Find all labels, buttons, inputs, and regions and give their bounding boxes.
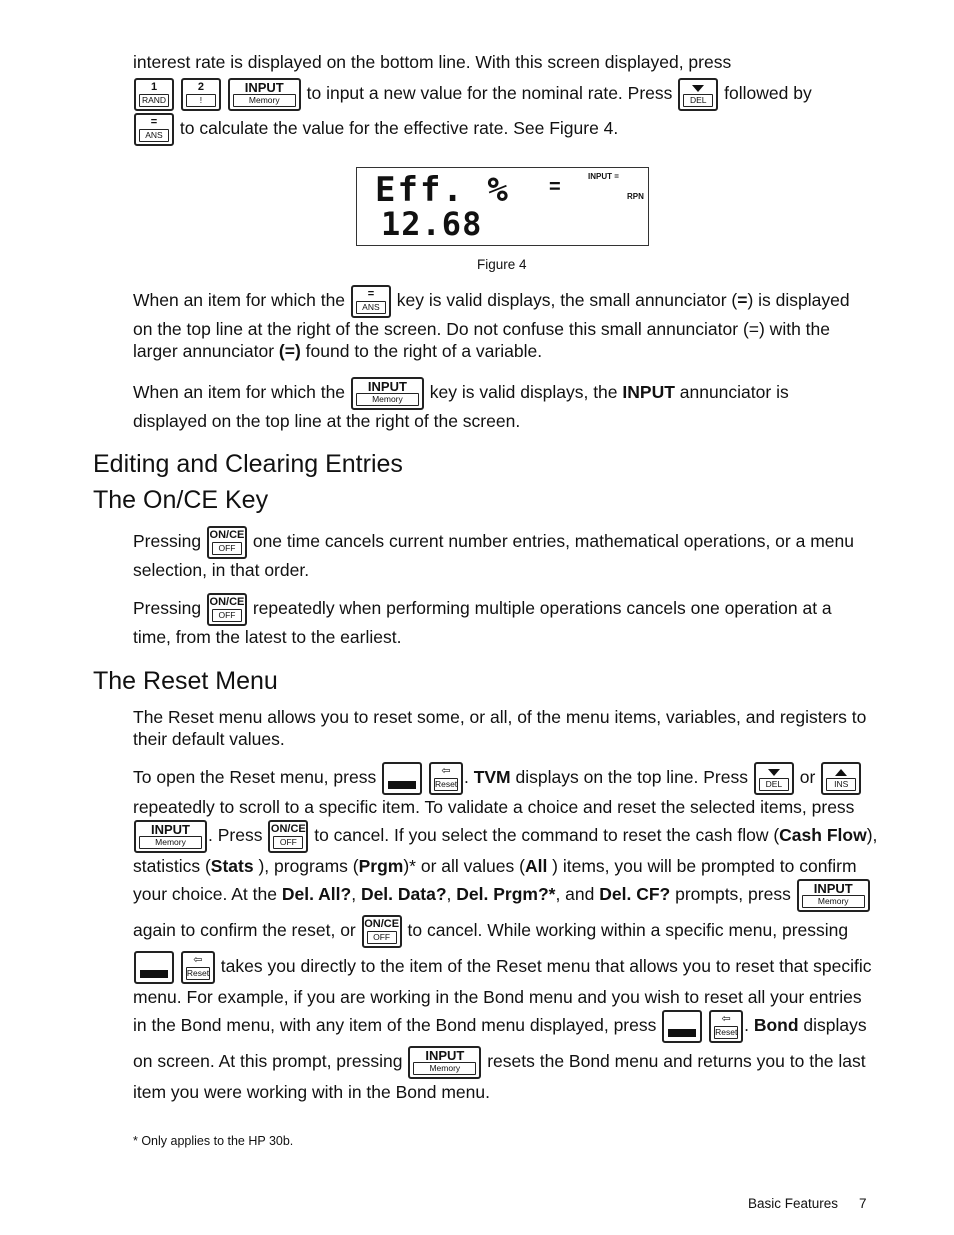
para-reset1-line-2: their default values. xyxy=(133,729,285,749)
page-number: 7 xyxy=(859,1196,867,1211)
lcd-equals-annunciator: = xyxy=(549,176,561,198)
lcd-input-annunciator: INPUT = xyxy=(588,172,619,181)
para-equals-line-3: larger annunciator (=) found to the right of a variable. xyxy=(133,341,543,361)
key-2-factorial: 2 ! xyxy=(181,78,221,111)
para-on1-line-2: selection, in that order. xyxy=(133,560,310,580)
para-reset2-line-6: again to confirm the reset, or ON/CE OFF to cancel. While working within a specific menu, pressing xyxy=(133,914,848,948)
key-on-ce-off: ON/CE OFF xyxy=(362,915,402,948)
para-reset2-line-1: To open the Reset menu, press ⇦ Reset . TVM displays on the top line. Press DEL or INS xyxy=(133,761,862,795)
para-reset2-line-4: statistics (Stats ), programs (Prgm)* or all values (All ) items, you will be prompted to confirm xyxy=(133,856,857,876)
key-up-ins: INS xyxy=(821,762,861,795)
key-backspace-reset: ⇦ Reset xyxy=(429,762,463,795)
lcd-top-line: Eff. % xyxy=(375,170,510,210)
key-input-memory: INPUT Memory xyxy=(351,377,424,410)
key-on-ce-off: ON/CE OFF xyxy=(268,820,308,853)
heading-reset-menu: The Reset Menu xyxy=(93,667,278,695)
key-on-ce-off: ON/CE OFF xyxy=(207,593,247,626)
lcd-bottom-line: 12.68 xyxy=(381,205,483,243)
key-1-rand: 1 RAND xyxy=(134,78,174,111)
intro-line-3: = ANS to calculate the value for the effective rate. See Figure 4. xyxy=(133,112,618,146)
key-equals-ans: = ANS xyxy=(351,285,391,318)
key-shift xyxy=(134,951,174,984)
calculator-lcd-display xyxy=(356,167,649,246)
key-input-memory: INPUT Memory xyxy=(134,820,207,853)
key-down-del: DEL xyxy=(754,762,794,795)
key-on-ce-off: ON/CE OFF xyxy=(207,526,247,559)
para-equals-line-1: When an item for which the = ANS key is valid displays, the small annunciator (=) is displayed xyxy=(133,284,850,318)
para-input-line-2: displayed on the top line at the right of the screen. xyxy=(133,411,521,431)
footnote: * Only applies to the HP 30b. xyxy=(133,1134,294,1148)
para-reset2-line-7: ⇦ Reset takes you directly to the item of the Reset menu that allows you to reset that specific xyxy=(133,950,872,984)
para-input-line-1: When an item for which the INPUT Memory key is valid displays, the INPUT annunciator is xyxy=(133,376,789,410)
heading-on-ce-key: The On/CE Key xyxy=(93,486,269,514)
para-reset2-line-8: menu. For example, if you are working in the Bond menu and you wish to reset all your entries xyxy=(133,987,862,1007)
intro-line-2: 1 RAND 2 ! INPUT Memory to input a new value for the nominal rate. Press DEL followed by xyxy=(133,77,812,111)
para-reset2-line-3: INPUT Memory . Press ON/CE OFF to cancel. If you select the command to reset the cash flow (Cash Flow), xyxy=(133,819,877,853)
key-equals-ans: = ANS xyxy=(134,113,174,146)
para-equals-line-2: on the top line at the right of the screen. Do not confuse this small annunciator (=) with the xyxy=(133,319,830,339)
key-backspace-reset: ⇦ Reset xyxy=(709,1010,743,1043)
para-on2-line-2: time, from the latest to the earliest. xyxy=(133,627,402,647)
key-input-memory: INPUT Memory xyxy=(797,879,870,912)
para-reset2-line-10: on screen. At this prompt, pressing INPUT Memory resets the Bond menu and returns you to the last xyxy=(133,1045,866,1079)
intro-line-1: interest rate is displayed on the bottom line. With this screen displayed, press xyxy=(133,52,732,72)
para-reset2-line-9: in the Bond menu, with any item of the Bond menu displayed, press ⇦ Reset . Bond displays xyxy=(133,1009,867,1043)
key-shift xyxy=(382,762,422,795)
para-reset2-line-2: repeatedly to scroll to a specific item. To validate a choice and reset the selected items, press xyxy=(133,797,855,817)
lcd-rpn-annunciator: RPN xyxy=(627,192,644,201)
key-input-memory: INPUT Memory xyxy=(228,78,301,111)
key-backspace-reset: ⇦ Reset xyxy=(181,951,215,984)
key-input-memory: INPUT Memory xyxy=(408,1046,481,1079)
key-down-del: DEL xyxy=(678,78,718,111)
para-reset2-line-5: your choice. At the Del. All?, Del. Data?, Del. Prgm?*, and Del. CF? prompts, press INPUT Memory xyxy=(133,878,871,912)
heading-editing-clearing: Editing and Clearing Entries xyxy=(93,450,403,478)
para-reset1-line-1: The Reset menu allows you to reset some, or all, of the menu items, variables, and registers to xyxy=(133,707,867,727)
figure-caption: Figure 4 xyxy=(477,257,527,272)
para-reset2-line-11: item you were working with in the Bond menu. xyxy=(133,1082,490,1102)
footer-section-title: Basic Features xyxy=(748,1196,839,1211)
key-shift xyxy=(662,1010,702,1043)
para-on1-line-1: Pressing ON/CE OFF one time cancels current number entries, mathematical operations, or a menu xyxy=(133,525,854,559)
para-on2-line-1: Pressing ON/CE OFF repeatedly when performing multiple operations cancels one operation at a xyxy=(133,592,832,626)
